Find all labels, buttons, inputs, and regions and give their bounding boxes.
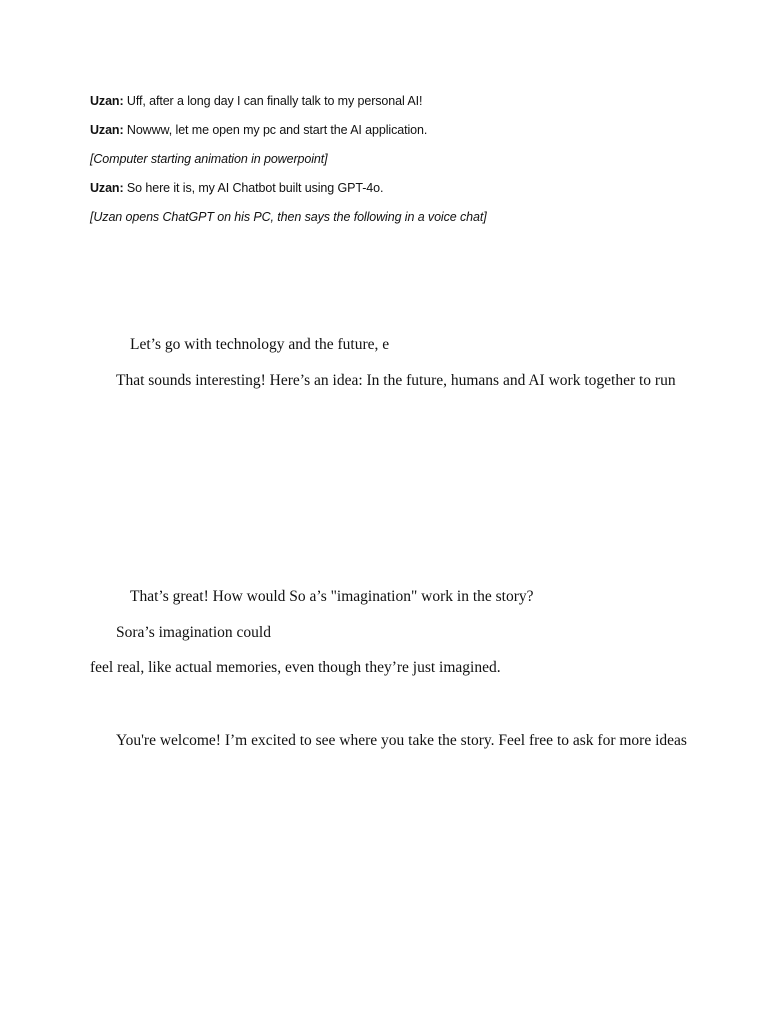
dialogue-text: Nowww, let me open my pc and start the AI application. (123, 123, 428, 137)
chat-ai-reply-1: That sounds interesting! Here’s an idea: In the future, humans and AI work together to run (116, 372, 676, 389)
speaker-label: Uzan: (90, 181, 124, 195)
script-line-3 (90, 181, 383, 195)
chat-ai-reply-2: Sora’s imagination could (116, 624, 271, 641)
dialogue-text: So here it is, my AI Chatbot built using GPT-4o. (123, 181, 384, 195)
dialogue-text: Uff, after a long day I can finally talk to my personal AI! (123, 94, 423, 108)
chat-user-message-1: Let’s go with technology and the future, e (130, 336, 390, 353)
stage-direction-1: [Computer starting animation in powerpoint] (90, 152, 328, 166)
chat-ai-reply-2-continued: feel real, like actual memories, even though they’re just imagined. (90, 659, 501, 676)
stage-direction-2: [Uzan opens ChatGPT on his PC, then says the following in a voice chat] (90, 210, 487, 224)
speaker-label: Uzan: (90, 94, 124, 108)
chat-ai-reply-3: You're welcome! I’m excited to see where you take the story. Feel free to ask for more ideas (116, 732, 687, 749)
speaker-label: Uzan: (90, 123, 124, 137)
script-line-2 (90, 123, 427, 137)
script-line-1 (90, 94, 422, 108)
chat-user-message-2: That’s great! How would So a’s "imagination" work in the story? (130, 588, 534, 605)
